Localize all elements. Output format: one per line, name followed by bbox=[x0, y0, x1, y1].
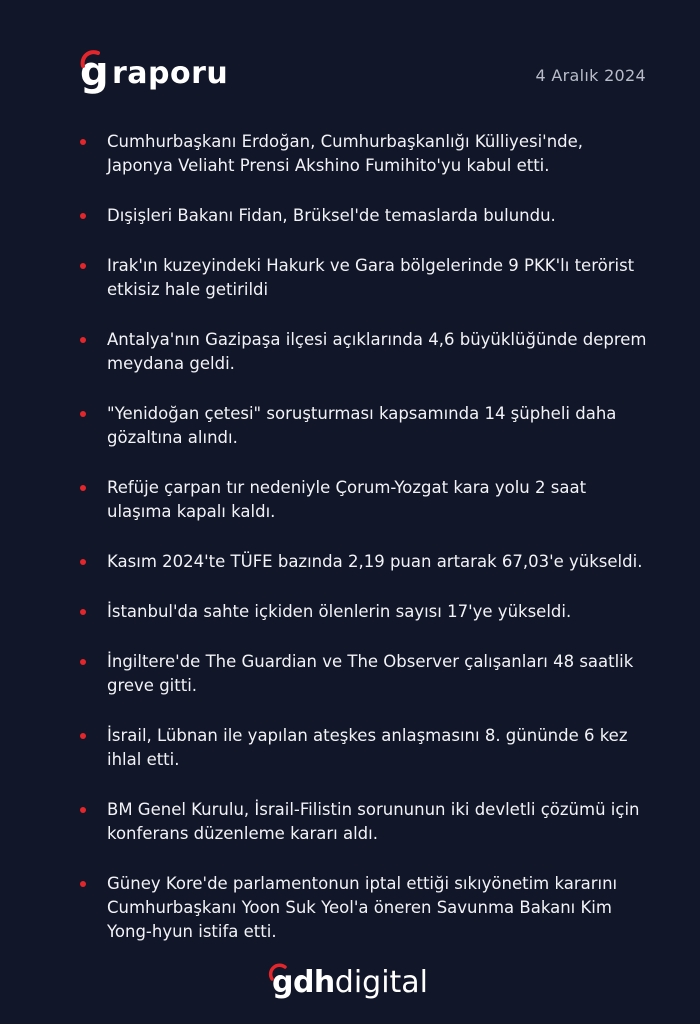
news-list bbox=[80, 130, 650, 970]
graporu-logo bbox=[80, 49, 229, 102]
logo-arc-icon bbox=[78, 48, 108, 78]
news-text: BM Genel Kurulu, İsrail-Filistin sorununun iki devletli çözümü için konferans düzenleme kararı aldı. bbox=[107, 800, 640, 843]
news-item bbox=[80, 650, 650, 698]
news-text: Güney Kore'de parlamentonun iptal ettiği sıkıyönetim kararını Cumhurbaşkanı Yoon Suk Yeol'a öneren Savunma Bakanı Kim Yong-hyun istifa etti. bbox=[107, 874, 618, 941]
gdh-digital-logo bbox=[0, 962, 700, 1002]
news-text: İsrail, Lübnan ile yapılan ateşkes anlaşmasını 8. gününde 6 kez ihlal etti. bbox=[107, 726, 628, 769]
news-item bbox=[80, 872, 650, 944]
date-label: 4 Aralık 2024 bbox=[535, 66, 646, 85]
news-item bbox=[80, 724, 650, 772]
news-item bbox=[80, 798, 650, 846]
news-item bbox=[80, 254, 650, 302]
news-text: Antalya'nın Gazipaşa ilçesi açıklarında 4,6 büyüklüğünde deprem meydana geldi. bbox=[107, 330, 647, 373]
logo-text: raporu bbox=[112, 56, 229, 91]
bullet-icon bbox=[80, 807, 86, 813]
news-item bbox=[80, 204, 650, 228]
bullet-icon bbox=[80, 263, 86, 269]
news-text: "Yenidoğan çetesi" soruşturması kapsamında 14 şüpheli daha gözaltına alındı. bbox=[107, 404, 617, 447]
bullet-icon bbox=[80, 881, 86, 887]
news-text: Kasım 2024'te TÜFE bazında 2,19 puan artarak 67,03'e yükseldi. bbox=[107, 552, 643, 571]
news-text: Irak'ın kuzeyindeki Hakurk ve Gara bölgelerinde 9 PKK'lı terörist etkisiz hale getirildi bbox=[107, 256, 635, 299]
bullet-icon bbox=[80, 609, 86, 615]
news-item bbox=[80, 550, 650, 574]
news-text: İngiltere'de The Guardian ve The Observer çalışanları 48 saatlik greve gitti. bbox=[107, 652, 634, 695]
bullet-icon bbox=[80, 337, 86, 343]
footer-brand-bold: gdh bbox=[271, 964, 335, 1000]
news-text: İstanbul'da sahte içkiden ölenlerin sayısı 17'ye yükseldi. bbox=[107, 602, 572, 621]
news-item bbox=[80, 600, 650, 624]
bullet-icon bbox=[80, 485, 86, 491]
news-text: Cumhurbaşkanı Erdoğan, Cumhurbaşkanlığı Külliyesi'nde, Japonya Veliaht Prensi Akshino Fumihito'yu kabul etti. bbox=[107, 132, 584, 175]
header bbox=[80, 49, 650, 102]
footer-brand-light: digital bbox=[334, 964, 429, 1000]
bullet-icon bbox=[80, 659, 86, 665]
news-item bbox=[80, 328, 650, 376]
bullet-icon bbox=[80, 411, 86, 417]
news-text: Dışişleri Bakanı Fidan, Brüksel'de temaslarda bulundu. bbox=[107, 206, 556, 225]
footer-logo-arc-icon bbox=[268, 963, 294, 989]
bullet-icon bbox=[80, 139, 86, 145]
bullet-icon bbox=[80, 559, 86, 565]
bullet-icon bbox=[80, 213, 86, 219]
news-text: Refüje çarpan tır nedeniyle Çorum-Yozgat kara yolu 2 saat ulaşıma kapalı kaldı. bbox=[107, 478, 587, 521]
news-item bbox=[80, 130, 650, 178]
bullet-icon bbox=[80, 733, 86, 739]
news-item bbox=[80, 476, 650, 524]
logo-initial: g bbox=[80, 49, 109, 95]
news-item bbox=[80, 402, 650, 450]
